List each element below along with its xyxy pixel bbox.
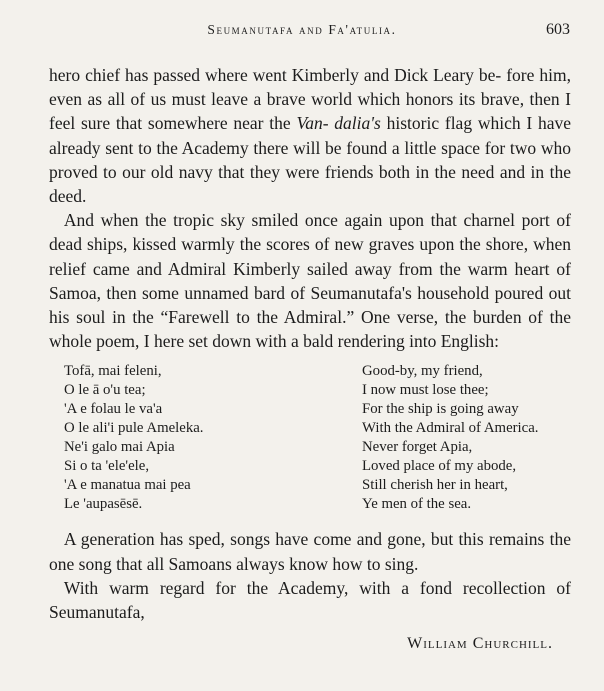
verse-samoan-line: 'A e folau le va'a — [64, 401, 163, 418]
verse-samoan-line: Si o ta 'ele'ele, — [64, 458, 150, 475]
verse-samoan-line: Le 'aupasēsē. — [64, 496, 143, 513]
verse-english-line: Good-by, my friend, — [362, 363, 483, 380]
verse-english-line: I now must lose thee; — [362, 382, 489, 399]
paragraph-1-text-end: historic flag which I have already sent to the Academy there will be found a little space for two who proved to our old navy that they were friends both in the need and in the deed. — [49, 113, 572, 207]
verse-english-line: Never forget Apia, — [362, 439, 473, 456]
paragraph-4: With warm regard for the Academy, with a fond recollection of Seumanutafa, — [49, 577, 571, 623]
verse-samoan-line: O le ali'i pule Ameleka. — [64, 420, 204, 437]
signature: William Churchill. — [407, 635, 553, 653]
paragraph-1 — [49, 63, 571, 208]
page-number: 603 — [546, 21, 570, 38]
verse-english-line: For the ship is going away — [362, 401, 519, 418]
verse-english-line: Ye men of the sea. — [362, 496, 472, 513]
ship-name-vandalias: Van- dalia's — [296, 113, 381, 134]
verse-english-line: Still cherish her in heart, — [362, 477, 508, 494]
paragraph-3: A generation has sped, songs have come and gone, but this remains the one song that all Samoans always know how to sing. — [49, 529, 571, 574]
verse-english-line: Loved place of my abode, — [362, 458, 517, 475]
verse-samoan-line: Ne'i galo mai Apia — [64, 439, 175, 456]
paragraph-1-text-start: hero chief has passed where went Kimberly and Dick Leary be- fore him, even as all of us must leave a brave world which honors its brave, then I feel sure that somewhere near the — [49, 65, 571, 134]
body-text — [49, 63, 571, 656]
verse-block — [64, 362, 571, 514]
verse-samoan-line: O le ā o'u tea; — [64, 382, 146, 399]
paragraph-2: And when the tropic sky smiled once again upon that charnel port of dead ships, kissed warmly the scores of new graves upon the shore, when relief came and Admiral Kimberly sailed away from the warm heart of Samoa, then some unnamed bard of Seumanutafa's household poured out his soul in the “Farewell to the Admiral.” One verse, the burden of the whole poem, I here set down with a bald rendering into English: — [49, 210, 571, 352]
running-head — [0, 22, 604, 46]
verse-samoan-line: 'A e manatua mai pea — [64, 477, 191, 494]
verse-samoan-line: Tofā, mai feleni, — [64, 363, 162, 380]
verse-english-line: With the Admiral of America. — [362, 420, 539, 437]
running-title: Seumanutafa and Fa'atulia. — [207, 22, 397, 37]
